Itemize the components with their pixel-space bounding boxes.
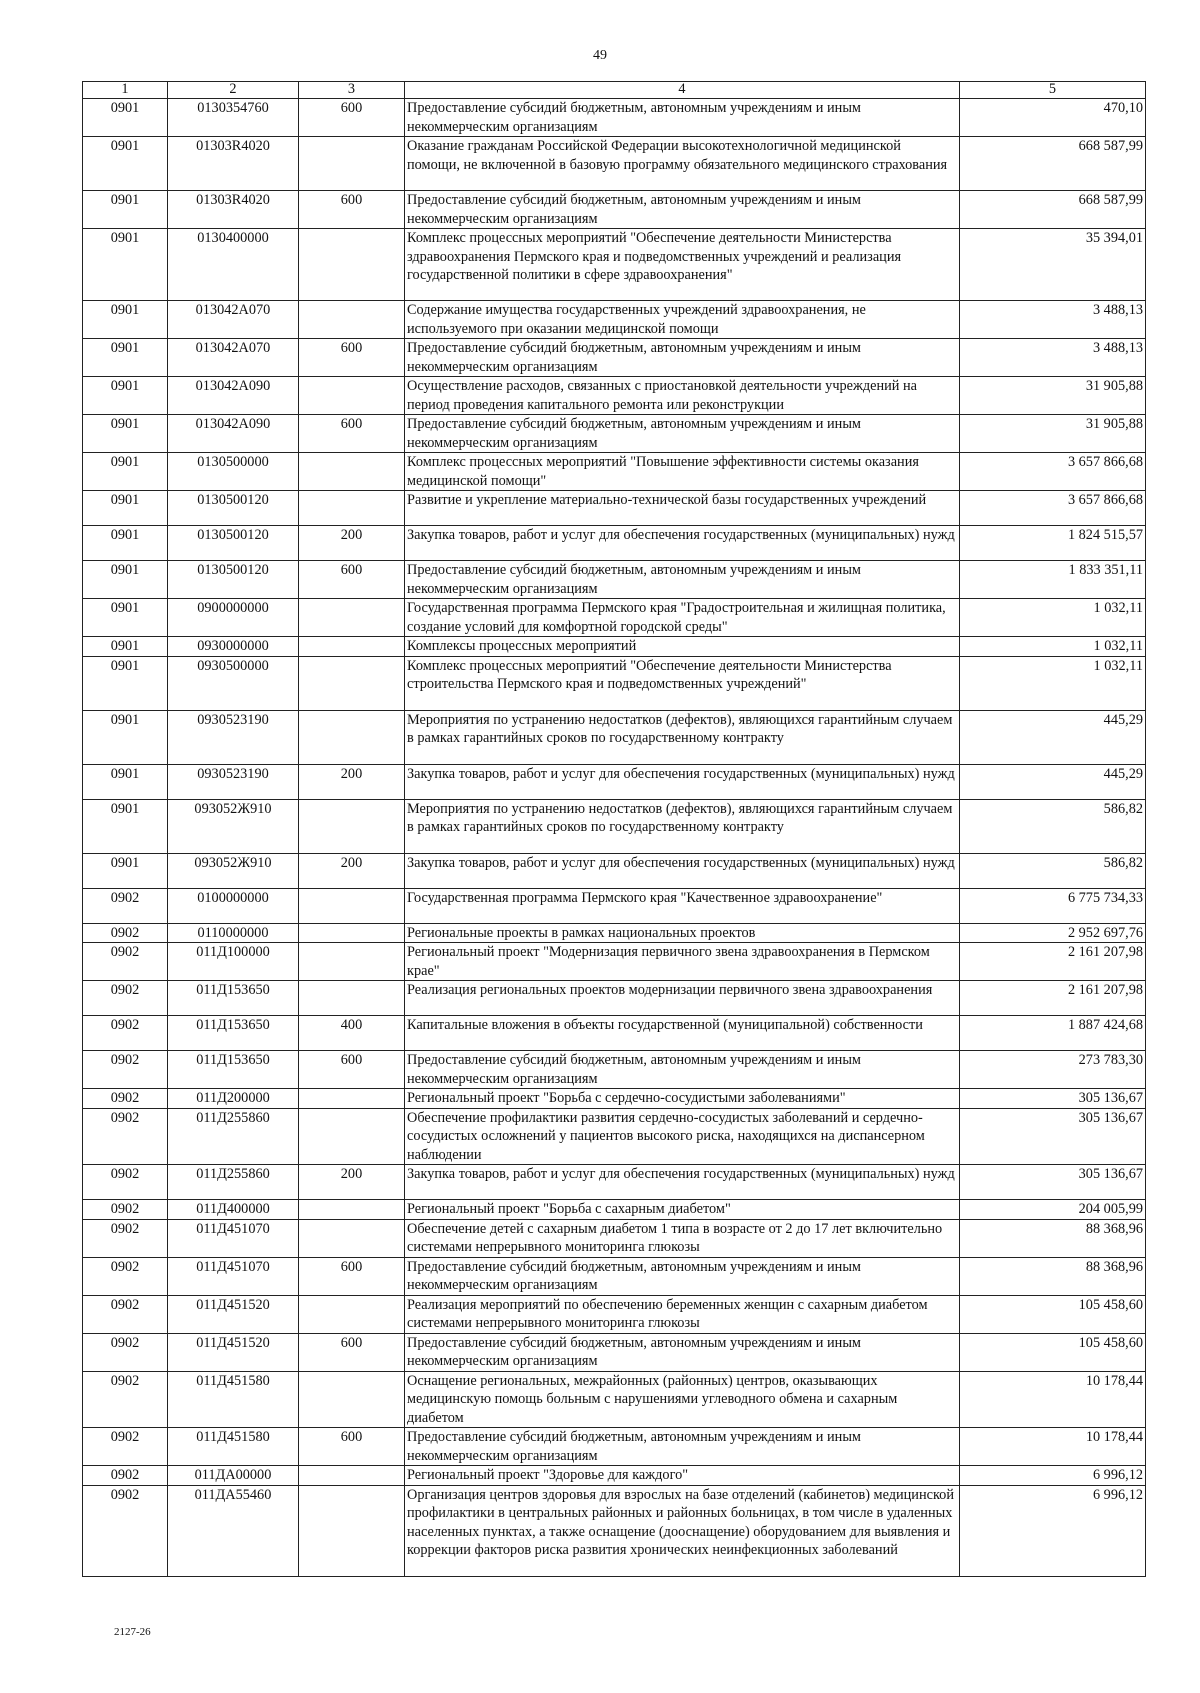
amount-cell: 105 458,60 [960,1333,1146,1371]
description-cell: Оснащение региональных, межрайонных (районных) центров, оказывающих медицинскую помощь больным с нарушениями углеводного обмена и сахарным диабетом [405,1371,960,1428]
section-cell: 0901 [83,453,168,491]
table-row [83,1051,1146,1089]
amount-cell: 3 657 866,68 [960,491,1146,526]
amount-cell: 305 136,67 [960,1108,1146,1165]
expense-type-cell: 600 [299,1051,405,1089]
amount-cell: 6 996,12 [960,1485,1146,1576]
description-cell: Предоставление субсидий бюджетным, автономным учреждениям и иным некоммерческим организациям [405,339,960,377]
amount-cell: 445,29 [960,710,1146,764]
expense-type-cell: 200 [299,526,405,561]
description-cell: Предоставление субсидий бюджетным, автономным учреждениям и иным некоммерческим организациям [405,1428,960,1466]
table-row [83,1016,1146,1051]
description-cell: Государственная программа Пермского края "Градостроительная и жилищная политика, создание условий для комфортной городской среды" [405,599,960,637]
table-row [83,377,1146,415]
code-cell: 093052Ж910 [168,799,299,853]
table-row [83,637,1146,657]
table-row [83,561,1146,599]
expense-type-cell [299,656,405,710]
description-cell: Региональный проект "Борьба с сахарным диабетом" [405,1200,960,1220]
expense-type-cell: 200 [299,853,405,888]
description-cell: Предоставление субсидий бюджетным, автономным учреждениям и иным некоммерческим организациям [405,99,960,137]
amount-cell: 10 178,44 [960,1371,1146,1428]
expense-type-cell [299,137,405,191]
section-cell: 0901 [83,339,168,377]
table-row [83,339,1146,377]
description-cell: Предоставление субсидий бюджетным, автономным учреждениям и иным некоммерческим организациям [405,1333,960,1371]
amount-cell: 3 488,13 [960,339,1146,377]
code-cell: 013042A070 [168,339,299,377]
expense-type-cell [299,923,405,943]
amount-cell: 1 032,11 [960,656,1146,710]
amount-cell: 3 657 866,68 [960,453,1146,491]
description-cell: Обеспечение профилактики развития сердечно-сосудистых заболеваний и сердечно-сосудистых осложнений у пациентов высокого риска, находящихся на диспансерном наблюдении [405,1108,960,1165]
description-cell: Комплекс процессных мероприятий "Повышение эффективности системы оказания медицинской помощи" [405,453,960,491]
amount-cell: 31 905,88 [960,377,1146,415]
section-cell: 0901 [83,491,168,526]
amount-cell: 6 775 734,33 [960,888,1146,923]
description-cell: Комплексы процессных мероприятий [405,637,960,657]
table-row [83,229,1146,301]
column-header-4: 4 [405,82,960,99]
code-cell: 0930523190 [168,710,299,764]
section-cell: 0902 [83,888,168,923]
table-row [83,1257,1146,1295]
code-cell: 011Д153650 [168,1051,299,1089]
section-cell: 0902 [83,1051,168,1089]
table-row [83,191,1146,229]
amount-cell: 88 368,96 [960,1219,1146,1257]
code-cell: 011Д451580 [168,1371,299,1428]
section-cell: 0902 [83,981,168,1016]
table-row [83,1165,1146,1200]
amount-cell: 2 952 697,76 [960,923,1146,943]
amount-cell: 668 587,99 [960,191,1146,229]
expense-type-cell: 600 [299,99,405,137]
section-cell: 0901 [83,599,168,637]
expense-type-cell: 600 [299,339,405,377]
code-cell: 0930500000 [168,656,299,710]
table-row [83,526,1146,561]
code-cell: 0130500120 [168,561,299,599]
amount-cell: 305 136,67 [960,1165,1146,1200]
expense-type-cell [299,599,405,637]
section-cell: 0902 [83,923,168,943]
section-cell: 0902 [83,1428,168,1466]
section-cell: 0902 [83,1295,168,1333]
code-cell: 0900000000 [168,599,299,637]
description-cell: Закупка товаров, работ и услуг для обеспечения государственных (муниципальных) нужд [405,853,960,888]
code-cell: 01303R4020 [168,137,299,191]
description-cell: Комплекс процессных мероприятий "Обеспечение деятельности Министерства строительства Пермского края и подведомственных учреждений" [405,656,960,710]
expense-type-cell: 600 [299,1333,405,1371]
expense-type-cell: 200 [299,764,405,799]
expense-type-cell [299,229,405,301]
expense-type-cell [299,1089,405,1109]
amount-cell: 1 824 515,57 [960,526,1146,561]
section-cell: 0901 [83,191,168,229]
description-cell: Предоставление субсидий бюджетным, автономным учреждениям и иным некоммерческим организациям [405,1051,960,1089]
amount-cell: 1 032,11 [960,599,1146,637]
expense-type-cell: 600 [299,191,405,229]
expense-type-cell: 600 [299,1257,405,1295]
code-cell: 011Д451520 [168,1333,299,1371]
code-cell: 013042A070 [168,301,299,339]
code-cell: 011Д100000 [168,943,299,981]
code-cell: 011Д255860 [168,1165,299,1200]
expense-type-cell: 600 [299,415,405,453]
table-row [83,1089,1146,1109]
amount-cell: 2 161 207,98 [960,943,1146,981]
section-cell: 0902 [83,1016,168,1051]
code-cell: 0110000000 [168,923,299,943]
description-cell: Реализация региональных проектов модернизации первичного звена здравоохранения [405,981,960,1016]
description-cell: Мероприятия по устранению недостатков (дефектов), являющихся гарантийным случаем в рамках гарантийных сроков по государственному контракту [405,799,960,853]
section-cell: 0901 [83,853,168,888]
table-row [83,888,1146,923]
description-cell: Предоставление субсидий бюджетным, автономным учреждениям и иным некоммерческим организациям [405,191,960,229]
section-cell: 0901 [83,137,168,191]
expense-type-cell: 200 [299,1165,405,1200]
table-row [83,943,1146,981]
amount-cell: 305 136,67 [960,1089,1146,1109]
amount-cell: 88 368,96 [960,1257,1146,1295]
table-row [83,1333,1146,1371]
amount-cell: 3 488,13 [960,301,1146,339]
amount-cell: 204 005,99 [960,1200,1146,1220]
expense-type-cell [299,453,405,491]
code-cell: 01303R4020 [168,191,299,229]
header-row [83,82,1146,99]
expense-type-cell [299,888,405,923]
section-cell: 0901 [83,561,168,599]
expense-type-cell [299,491,405,526]
description-cell: Закупка товаров, работ и услуг для обеспечения государственных (муниципальных) нужд [405,1165,960,1200]
amount-cell: 470,10 [960,99,1146,137]
section-cell: 0902 [83,1257,168,1295]
description-cell: Содержание имущества государственных учреждений здравоохранения, не используемого при оказании медицинской помощи [405,301,960,339]
description-cell: Обеспечение детей с сахарным диабетом 1 типа в возрасте от 2 до 17 лет включительно системами непрерывного мониторинга глюкозы [405,1219,960,1257]
amount-cell: 10 178,44 [960,1428,1146,1466]
section-cell: 0902 [83,1108,168,1165]
table-row [83,981,1146,1016]
code-cell: 011Д153650 [168,981,299,1016]
description-cell: Предоставление субсидий бюджетным, автономным учреждениям и иным некоммерческим организациям [405,1257,960,1295]
section-cell: 0901 [83,656,168,710]
description-cell: Региональный проект "Здоровье для каждого" [405,1466,960,1486]
budget-table [82,81,1146,1577]
amount-cell: 105 458,60 [960,1295,1146,1333]
amount-cell: 6 996,12 [960,1466,1146,1486]
expense-type-cell: 400 [299,1016,405,1051]
section-cell: 0902 [83,1371,168,1428]
table-row [83,491,1146,526]
amount-cell: 1 833 351,11 [960,561,1146,599]
table-row [83,1466,1146,1486]
expense-type-cell [299,377,405,415]
table-row [83,1428,1146,1466]
description-cell: Осуществление расходов, связанных с приостановкой деятельности учреждений на период проведения капитального ремонта или реконструкции [405,377,960,415]
description-cell: Региональный проект "Модернизация первичного звена здравоохранения в Пермском крае" [405,943,960,981]
table-row [83,1485,1146,1576]
table-row [83,710,1146,764]
table-row [83,853,1146,888]
code-cell: 011Д200000 [168,1089,299,1109]
section-cell: 0901 [83,415,168,453]
amount-cell: 273 783,30 [960,1051,1146,1089]
description-cell: Оказание гражданам Российской Федерации высокотехнологичной медицинской помощи, не включенной в базовую программу обязательного медицинского страхования [405,137,960,191]
description-cell: Региональный проект "Борьба с сердечно-сосудистыми заболеваниями" [405,1089,960,1109]
table-row [83,799,1146,853]
amount-cell: 31 905,88 [960,415,1146,453]
description-cell: Организация центров здоровья для взрослых на базе отделений (кабинетов) медицинской профилактики в центральных районных и районных больницах, в том числе в удаленных населенных пунктах, а также оснащение (дооснащение) оборудованием для выявления и коррекции факторов риска развития хронических неинфекционных заболеваний [405,1485,960,1576]
section-cell: 0901 [83,99,168,137]
amount-cell: 35 394,01 [960,229,1146,301]
table-header [83,82,1146,99]
code-cell: 0930000000 [168,637,299,657]
expense-type-cell: 600 [299,1428,405,1466]
section-cell: 0902 [83,1333,168,1371]
section-cell: 0901 [83,710,168,764]
table-row [83,1108,1146,1165]
amount-cell: 1 887 424,68 [960,1016,1146,1051]
amount-cell: 445,29 [960,764,1146,799]
column-header-5: 5 [960,82,1146,99]
section-cell: 0902 [83,1165,168,1200]
table-row [83,99,1146,137]
amount-cell: 586,82 [960,853,1146,888]
page-number: 49 [593,48,607,63]
expense-type-cell [299,1485,405,1576]
expense-type-cell [299,1371,405,1428]
code-cell: 0930523190 [168,764,299,799]
expense-type-cell [299,710,405,764]
amount-cell: 1 032,11 [960,637,1146,657]
amount-cell: 586,82 [960,799,1146,853]
expense-type-cell [299,943,405,981]
code-cell: 011Д153650 [168,1016,299,1051]
code-cell: 0100000000 [168,888,299,923]
section-cell: 0902 [83,1089,168,1109]
expense-type-cell [299,1108,405,1165]
expense-type-cell [299,637,405,657]
code-cell: 011ДА00000 [168,1466,299,1486]
section-cell: 0902 [83,1200,168,1220]
code-cell: 013042A090 [168,377,299,415]
section-cell: 0901 [83,799,168,853]
section-cell: 0902 [83,1219,168,1257]
code-cell: 011Д451070 [168,1257,299,1295]
column-header-3: 3 [299,82,405,99]
expense-type-cell: 600 [299,561,405,599]
code-cell: 0130400000 [168,229,299,301]
document-code: 2127-26 [114,1626,151,1638]
description-cell: Предоставление субсидий бюджетным, автономным учреждениям и иным некоммерческим организациям [405,561,960,599]
table-row [83,923,1146,943]
code-cell: 011Д451520 [168,1295,299,1333]
description-cell: Закупка товаров, работ и услуг для обеспечения государственных (муниципальных) нужд [405,764,960,799]
table-row [83,1295,1146,1333]
table-row [83,1219,1146,1257]
amount-cell: 2 161 207,98 [960,981,1146,1016]
section-cell: 0901 [83,301,168,339]
table-row [83,415,1146,453]
expense-type-cell [299,799,405,853]
code-cell: 011Д451580 [168,1428,299,1466]
amount-cell: 668 587,99 [960,137,1146,191]
code-cell: 011Д255860 [168,1108,299,1165]
description-cell: Закупка товаров, работ и услуг для обеспечения государственных (муниципальных) нужд [405,526,960,561]
description-cell: Государственная программа Пермского края "Качественное здравоохранение" [405,888,960,923]
table-row [83,301,1146,339]
expense-type-cell [299,981,405,1016]
expense-type-cell [299,1466,405,1486]
section-cell: 0902 [83,1485,168,1576]
code-cell: 011Д400000 [168,1200,299,1220]
description-cell: Развитие и укрепление материально-технической базы государственных учреждений [405,491,960,526]
table-row [83,764,1146,799]
code-cell: 0130500120 [168,526,299,561]
description-cell: Предоставление субсидий бюджетным, автономным учреждениям и иным некоммерческим организациям [405,415,960,453]
table-row [83,599,1146,637]
code-cell: 0130354760 [168,99,299,137]
expense-type-cell [299,1219,405,1257]
description-cell: Региональные проекты в рамках национальных проектов [405,923,960,943]
column-header-2: 2 [168,82,299,99]
table-row [83,656,1146,710]
code-cell: 0130500120 [168,491,299,526]
code-cell: 011Д451070 [168,1219,299,1257]
code-cell: 011ДА55460 [168,1485,299,1576]
code-cell: 0130500000 [168,453,299,491]
description-cell: Реализация мероприятий по обеспечению беременных женщин с сахарным диабетом системами непрерывного мониторинга глюкозы [405,1295,960,1333]
expense-type-cell [299,1200,405,1220]
table-body [83,99,1146,1577]
section-cell: 0901 [83,526,168,561]
table-row [83,453,1146,491]
column-header-1: 1 [83,82,168,99]
table-row [83,1200,1146,1220]
description-cell: Капитальные вложения в объекты государственной (муниципальной) собственности [405,1016,960,1051]
section-cell: 0902 [83,943,168,981]
expense-type-cell [299,301,405,339]
description-cell: Мероприятия по устранению недостатков (дефектов), являющихся гарантийным случаем в рамках гарантийных сроков по государственному контракту [405,710,960,764]
description-cell: Комплекс процессных мероприятий "Обеспечение деятельности Министерства здравоохранения Пермского края и подведомственных учреждений и реализация государственной политики в сфере здравоохранения" [405,229,960,301]
section-cell: 0901 [83,764,168,799]
table-row [83,1371,1146,1428]
section-cell: 0902 [83,1466,168,1486]
section-cell: 0901 [83,377,168,415]
expense-type-cell [299,1295,405,1333]
code-cell: 093052Ж910 [168,853,299,888]
section-cell: 0901 [83,637,168,657]
table-row [83,137,1146,191]
section-cell: 0901 [83,229,168,301]
code-cell: 013042A090 [168,415,299,453]
